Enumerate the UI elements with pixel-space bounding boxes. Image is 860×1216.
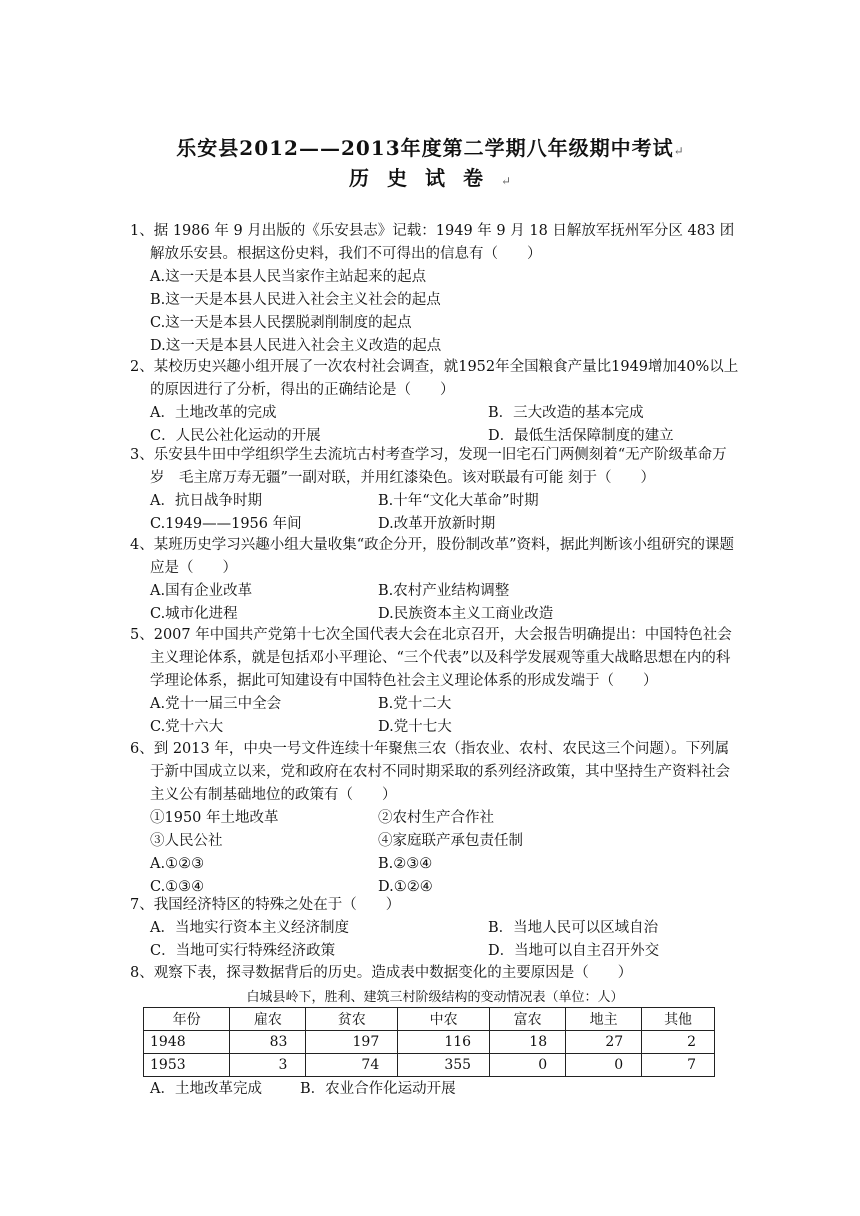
table-cell: 2 — [642, 1031, 715, 1054]
option-d: D．当地可以自主召开外交 — [488, 943, 660, 959]
option-c: C.党十六大 — [150, 719, 224, 735]
option-a: A．当地实行资本主义经济制度 — [150, 920, 349, 936]
table-cell: 74 — [306, 1054, 398, 1077]
question-stem: 8、观察下表，探寻数据背后的历史。造成表中数据变化的主要原因是（ ） — [130, 965, 633, 981]
option-d: D.党十七大 — [378, 719, 452, 735]
option-d: D.民族资本主义工商业改造 — [378, 606, 554, 622]
option-b: B.党十二大 — [378, 696, 452, 712]
question-3 — [130, 444, 740, 536]
table-cell: 355 — [398, 1054, 490, 1077]
table-header-cell: 中农 — [398, 1008, 490, 1031]
question-5 — [130, 624, 740, 739]
question-4 — [130, 534, 740, 626]
option-d: D．最低生活保障制度的建立 — [488, 428, 674, 444]
table-row — [144, 1031, 715, 1054]
policy-item-2: ②农村生产合作社 — [378, 810, 494, 826]
table-header-cell: 地主 — [566, 1008, 642, 1031]
question-6 — [130, 738, 740, 899]
question-stem: 1、据 1986 年 9 月出版的《乐安县志》记载：1949 年 9 月 18 日解放军抚州军分区 483 团解放乐安县。根据这份史料，我们不可得出的信息有（ ） — [130, 223, 735, 262]
option-b: B．三大改造的基本完成 — [488, 405, 644, 421]
option-a: A.国有企业改革 — [150, 583, 253, 599]
question-stem: 4、某班历史学习兴趣小组大量收集“政企分开，股份制改革”资料，据此判断该小组研究的课题应是（ ） — [130, 537, 735, 576]
option-b: B．当地人民可以区域自治 — [488, 920, 659, 936]
option-b: B.农村产业结构调整 — [378, 583, 510, 599]
option-d: D.①②④ — [378, 879, 433, 895]
option-d: D.改革开放新时期 — [378, 516, 496, 532]
option-a: A.这一天是本县人民当家作主站起来的起点 — [150, 269, 427, 285]
question-8-options — [130, 1078, 740, 1101]
policy-item-4: ④家庭联产承包责任制 — [378, 833, 523, 849]
exam-subtitle: 历史试卷↵ — [348, 166, 512, 190]
option-a: A.①②③ — [150, 856, 205, 872]
table-header-cell: 其他 — [642, 1008, 715, 1031]
table-cell: 197 — [306, 1031, 398, 1054]
table-row — [144, 1054, 715, 1077]
option-a: A．抗日战争时期 — [150, 493, 262, 509]
table-header-cell: 富农 — [490, 1008, 566, 1031]
option-c: C.这一天是本县人民摆脱剥削制度的起点 — [150, 315, 412, 331]
table-header-row — [144, 1008, 715, 1031]
table-cell: 0 — [490, 1054, 566, 1077]
option-a: A．土地改革的完成 — [150, 405, 277, 421]
policy-item-3: ③人民公社 — [150, 833, 223, 849]
option-b: B.十年“文化大革命”时期 — [378, 493, 539, 509]
table-cell: 1948 — [144, 1031, 230, 1054]
class-structure-table — [143, 1007, 715, 1077]
option-c: C.1949——1956 年间 — [150, 516, 302, 532]
table-cell: 7 — [642, 1054, 715, 1077]
question-2 — [130, 356, 740, 448]
option-c: C.城市化进程 — [150, 606, 238, 622]
policy-item-1: ①1950 年土地改革 — [150, 810, 279, 826]
question-stem: 2、某校历史兴趣小组开展了一次农村社会调查，就1952年全国粮食产量比1949增加40%以上的原因进行了分析，得出的正确结论是（ ） — [130, 359, 739, 398]
option-b: B.②③④ — [378, 856, 433, 872]
table-cell: 0 — [566, 1054, 642, 1077]
option-a: A．土地改革完成 — [150, 1081, 262, 1097]
question-stem: 3、乐安县牛田中学组织学生去流坑古村考查学习，发现一旧宅石门两侧刻着“无产阶级革命万岁 毛主席万寿无疆”一副对联，并用红漆染色。该对联最有可能 刻于（ ） — [130, 447, 727, 486]
question-7 — [130, 894, 740, 963]
question-stem: 7、我国经济特区的特殊之处在于（ ） — [130, 897, 401, 913]
option-c: C.①③④ — [150, 879, 205, 895]
option-a: A.党十一届三中全会 — [150, 696, 282, 712]
question-stem: 5、2007 年中国共产党第十七次全国代表大会在北京召开，大会报告明确提出：中国特色社会主义理论体系，就是包括邓小平理论、“三个代表”以及科学发展观等重大战略思想在内的科学理论体系，据此可知建设有中国特色社会主义理论体系的形成发端于（ ） — [130, 627, 732, 689]
table-cell: 116 — [398, 1031, 490, 1054]
question-8 — [130, 962, 740, 985]
table-header-cell: 贫农 — [306, 1008, 398, 1031]
option-d: D.这一天是本县人民进入社会主义改造的起点 — [150, 338, 442, 354]
option-c: C．人民公社化运动的开展 — [150, 428, 321, 444]
table-cell: 1953 — [144, 1054, 230, 1077]
table-cell: 18 — [490, 1031, 566, 1054]
table-cell: 3 — [230, 1054, 306, 1077]
question-stem: 6、到 2013 年，中央一号文件连续十年聚焦三农（指农业、农村、农民这三个问题）。下列属于新中国成立以来，党和政府在农村不同时期采取的系列经济政策，其中坚持生产资料社会主义公有制基础地位的政策有（ ） — [130, 741, 730, 803]
table-cell: 27 — [566, 1031, 642, 1054]
table-cell: 83 — [230, 1031, 306, 1054]
table-header-cell: 雇农 — [230, 1008, 306, 1031]
table-header-cell: 年份 — [144, 1008, 230, 1031]
option-b: B．农业合作化运动开展 — [300, 1081, 456, 1097]
question-1 — [130, 220, 740, 358]
option-b: B.这一天是本县人民进入社会主义社会的起点 — [150, 292, 441, 308]
table-caption: 白城县岭下，胜利、建筑三村阶级结构的变动情况表（单位：人） — [246, 990, 624, 1005]
exam-title: 乐安县2012——2013年度第二学期八年级期中考试↵ — [176, 136, 684, 160]
option-c: C．当地可实行特殊经济政策 — [150, 943, 336, 959]
